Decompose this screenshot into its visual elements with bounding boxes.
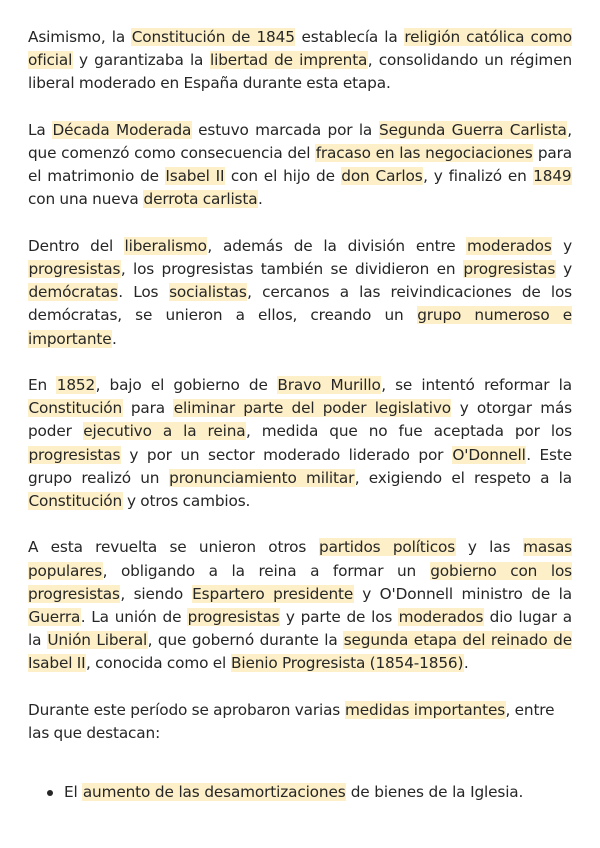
- paragraph: [28, 699, 572, 745]
- highlighted-term: pronunciamiento militar: [169, 468, 355, 487]
- paragraph: [28, 235, 572, 351]
- highlighted-term: don Carlos: [341, 167, 423, 186]
- bullet-dot-icon: [47, 790, 53, 796]
- text-run: , que comenzó como consecuencia del: [28, 120, 572, 162]
- text-run: y otros cambios.: [122, 492, 251, 511]
- text-run: , además de la división entre: [207, 236, 467, 255]
- highlighted-term: eliminar parte del poder legislativo: [173, 399, 451, 418]
- highlighted-term: socialistas: [169, 283, 247, 302]
- text-run: , que gobernó durante la: [147, 631, 344, 650]
- paragraph: [28, 374, 572, 513]
- text-run: , entre las que destacan:: [28, 700, 555, 743]
- text-run: Dentro del: [28, 236, 124, 255]
- highlighted-term: libertad de imprenta: [210, 51, 368, 70]
- highlighted-term: liberalismo: [124, 236, 207, 255]
- highlighted-term: progresistas: [463, 260, 556, 278]
- paragraph: [28, 536, 572, 675]
- text-run: y por un sector moderado liderado por: [120, 445, 452, 464]
- bullet-item: [28, 781, 572, 804]
- text-run: de bienes de la Iglesia.: [346, 783, 524, 802]
- text-run: El: [64, 783, 83, 802]
- text-run: y garantizaba la: [72, 51, 210, 70]
- text-run: , cercanos a las reivindicaciones de los demócratas, se unieron a ellos, creando un: [28, 283, 572, 325]
- highlighted-term: religión católica como oficial: [28, 28, 572, 70]
- bullet-list: [28, 781, 572, 804]
- text-run: , medida que no fue aceptada por los: [245, 422, 572, 441]
- highlighted-term: 1849: [533, 167, 572, 186]
- text-run: , bajo el gobierno de: [95, 376, 277, 394]
- text-run: .: [463, 654, 469, 673]
- text-run: y O'Donnell ministro de la: [353, 584, 573, 603]
- text-run: para el matrimonio de: [28, 144, 573, 186]
- text-run: En: [28, 376, 57, 394]
- text-run: , los progresistas también se dividieron en: [120, 260, 463, 278]
- highlighted-term: Bienio Progresista (1854-1856): [231, 654, 464, 673]
- highlighted-term: Constitución de 1845: [131, 28, 295, 46]
- text-run: establecía la: [295, 28, 404, 46]
- highlighted-term: O'Donnell: [452, 445, 526, 464]
- text-run: con una nueva: [28, 190, 144, 209]
- highlighted-term: progresistas: [28, 445, 121, 464]
- highlighted-term: Década Moderada: [52, 120, 192, 139]
- highlighted-term: Isabel II: [165, 167, 225, 186]
- text-run: Durante este período se aprobaron varias: [28, 700, 345, 719]
- highlighted-term: ejecutivo a la reina: [83, 422, 246, 441]
- text-run: . La unión de: [80, 608, 188, 627]
- document-body: [28, 26, 572, 745]
- highlighted-term: Guerra: [28, 608, 81, 627]
- text-run: y parte de los: [280, 608, 399, 627]
- highlighted-term: 1852: [56, 376, 96, 394]
- highlighted-term: moderados: [466, 236, 552, 255]
- text-run: , se intentó reformar la: [381, 376, 572, 394]
- text-run: y las: [455, 538, 523, 557]
- text-run: para: [122, 399, 174, 418]
- highlighted-term: partidos políticos: [319, 538, 456, 557]
- text-run: estuvo marcada por la: [191, 120, 379, 139]
- highlighted-term: Bravo Murillo: [277, 376, 381, 394]
- paragraph: [28, 26, 572, 96]
- text-run: . Los: [118, 283, 169, 302]
- highlighted-term: Segunda Guerra Carlista: [379, 120, 567, 139]
- highlighted-term: aumento de las desamortizaciones: [82, 783, 346, 802]
- highlighted-term: grupo numeroso e importante: [28, 306, 572, 348]
- text-run: Asimismo, la: [28, 28, 132, 46]
- highlighted-term: medidas importantes: [345, 700, 506, 719]
- highlighted-term: progresistas: [187, 608, 280, 627]
- paragraph: [28, 119, 572, 212]
- highlighted-term: gobierno con los progresistas: [28, 561, 572, 603]
- highlighted-term: segunda etapa del reinado de Isabel II: [28, 631, 572, 673]
- highlighted-term: demócratas: [28, 283, 118, 302]
- text-run: , siendo: [120, 584, 192, 603]
- highlighted-term: masas populares: [28, 538, 572, 580]
- text-run: con el hijo de: [224, 167, 341, 186]
- text-run: , obligando a la reina a formar un: [102, 561, 430, 580]
- text-run: , exigiendo el respeto a la: [354, 468, 572, 487]
- text-run: , y finalizó en: [423, 167, 533, 186]
- text-run: y: [555, 260, 572, 278]
- text-run: y: [552, 236, 572, 255]
- highlighted-term: progresistas: [28, 260, 121, 278]
- text-run: , conocida como el: [85, 654, 231, 673]
- text-run: .: [112, 329, 117, 348]
- highlighted-term: fracaso en las negociaciones: [315, 144, 533, 162]
- highlighted-term: Constitución: [28, 399, 123, 418]
- text-run: dio lugar a la: [28, 608, 572, 650]
- highlighted-term: Unión Liberal: [47, 631, 148, 650]
- text-run: A esta revuelta se unieron otros: [28, 538, 319, 557]
- highlighted-term: derrota carlista: [143, 190, 258, 209]
- text-run: .: [257, 190, 263, 209]
- highlighted-term: Constitución: [28, 492, 123, 511]
- highlighted-term: moderados: [398, 608, 484, 627]
- text-run: y otorgar más poder: [28, 399, 572, 441]
- text-run: . Este grupo realizó un: [28, 445, 572, 487]
- highlighted-term: Espartero presidente: [192, 584, 354, 603]
- text-run: , consolidando un régimen liberal moderado en España durante esta etapa.: [28, 51, 572, 93]
- text-run: La: [28, 120, 52, 139]
